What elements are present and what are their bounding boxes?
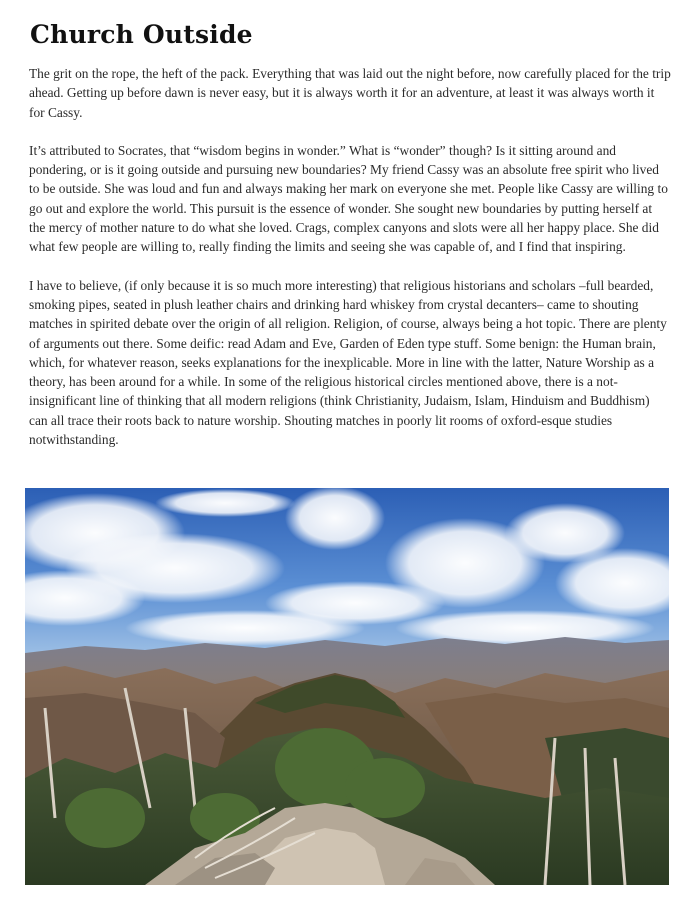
page-title: Church Outside bbox=[30, 20, 253, 49]
article bbox=[29, 18, 671, 468]
paragraph-2: It’s attributed to Socrates, that “wisdom begins in wonder.” What is “wonder” though? Is it sitting around and pondering, or is it going outside and pursuing new boundaries? My friend Cassy was an absolute free spirit who lived to be outside. She was loud and fun and always making her mark on everyone she met. People like Cassy are willing to go out and explore the world. This pursuit is the essence of wonder. She sought new boundaries by putting herself at the mercy of mother nature to do what she loved. Crags, complex canyons and slots were all her happy place. She did what few people are willing to, really finding the limits and seeing she was capable of, and I find that inspiring. bbox=[29, 142, 668, 255]
paragraph-1: The grit on the rope, the heft of the pack. Everything that was laid out the night before, now carefully placed for the trip ahead. Getting up before dawn is never easy, but it is always worth it for an adventure, at least it was always worth it for Cassy. bbox=[29, 66, 671, 120]
paragraph-3: I have to believe, (if only because it is so much more interesting) that religious historians and scholars –full bearded, smoking pipes, seated in plush leather chairs and drinking hard whiskey from crystal decanters– came to shouting matches in spirited debate over the origin of all religion. Religion, of course, always being a hot topic. There are plenty of arguments out there. Some deific: read Adam and Eve, Garden of Eden type stuff. Some benign: the Human brain, which, for whatever reason, seeks explanations for the inexplicable. More in line with the latter, Nature Worship as a theory, has been around for a while. In some of the religious historical circles mentioned above, there is a not-insignificant line of thinking that all modern religions (think Christianity, Judaism, Islam, Hinduism and Buddhism) can all trace their roots back to nature worship. Shouting matches in poorly lit rooms of oxford-esque studies notwithstanding. bbox=[29, 277, 667, 448]
mountain-landscape-photo bbox=[25, 488, 669, 885]
landscape-illustration bbox=[25, 488, 669, 885]
